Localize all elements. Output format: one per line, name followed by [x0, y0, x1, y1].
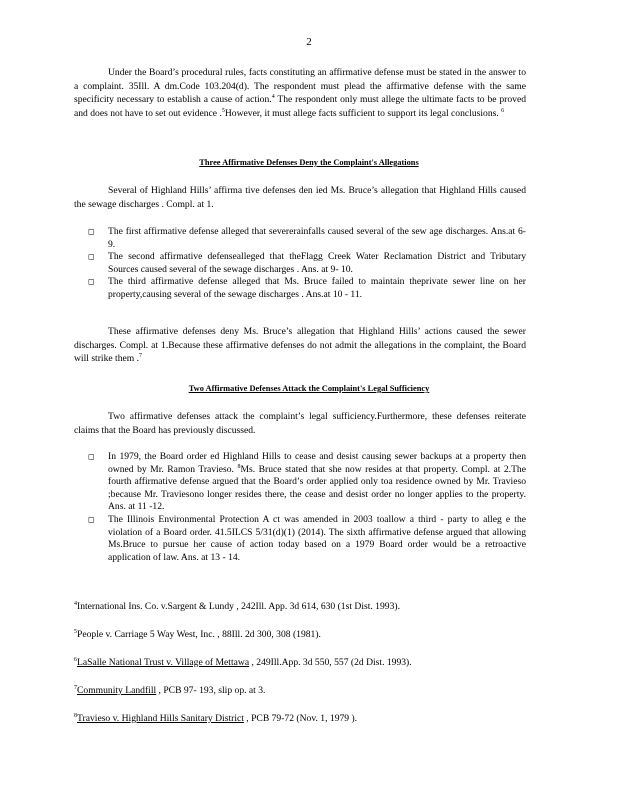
paragraph-procedural-rules — [74, 66, 526, 120]
list-item — [86, 276, 526, 301]
paragraph-text: The respondent only must allege the ultimate facts to be proved and does not have to set out evidence . — [74, 94, 526, 119]
footnote-case-name: LaSalle National Trust v. Village of Mettawa — [77, 657, 250, 668]
footnote-number: 6 — [74, 656, 77, 663]
section-heading-attack: Two Affirmative Defenses Attack the Complaint's Legal Sufficiency — [188, 384, 430, 393]
footnote-8 — [74, 713, 534, 724]
bullet-icon: ◻ — [88, 227, 95, 236]
footnote-number: 8 — [74, 712, 77, 719]
footnote-text: , PCB 79-72 (Nov. 1, 1979 ). — [243, 713, 358, 724]
paragraph-attack-sufficiency: Two affirmative defenses attack the complaint’s legal sufficiency.Furthermore, these defenses reiterate claims that the Board has previously discussed. — [74, 411, 526, 436]
footnote-4 — [74, 601, 534, 612]
list-item-text: Ms. Bruce stated that she now resides at that property. Compl. at 2.The fourth affirmative defense argued that the Board’s order applied only toa residence owned by Mr. Travieso ;because Mr. Traviesono longer resides there, the cease and desist order no longer applies to the property. Ans. at 11 -12. — [108, 463, 526, 513]
list-item-text: In 1979, the Board order ed Highland Hills to cease and desist causing sewer backups at a property then owned by Mr. Ramon Travieso. — [108, 451, 526, 475]
footnote-text: International Ins. Co. v.Sargent & Lundy , 242Ill. App. 3d 614, 630 (1st Dist. 1993). — [77, 601, 400, 612]
footnote-text: , PCB 97- 193, slip op. at 3. — [156, 685, 266, 696]
bullet-icon: ◻ — [88, 252, 95, 262]
deny-defenses-list — [86, 226, 526, 302]
footnote-7 — [74, 685, 534, 696]
footnote-number: 4 — [74, 600, 77, 607]
footnote-number: 5 — [74, 628, 77, 635]
footnote-text: People v. Carriage 5 Way West, Inc. , 88Ill. 2d 300, 308 (1981). — [77, 629, 321, 640]
footnote-ref-5: 5 — [221, 107, 225, 114]
footnote-number: 7 — [74, 684, 77, 691]
list-item — [86, 514, 526, 564]
page-number: 2 — [306, 36, 312, 48]
attack-defenses-list — [86, 451, 526, 564]
list-item — [86, 451, 526, 514]
paragraph-text: These affirmative defenses deny Ms. Bruce’s allegation that Highland Hills’ actions caused the sewer discharges. Compl. at 1.Because these affirmative defenses do not admit the allegations in the complaint, the Board will strike them . — [74, 326, 526, 365]
footnote-ref-6: 6 — [501, 107, 505, 114]
list-item — [86, 226, 526, 251]
bullet-icon: ◻ — [88, 514, 95, 524]
list-item — [86, 251, 526, 276]
footnote-5 — [74, 629, 534, 640]
list-item-text: The third affirmative defense alleged that Ms. Bruce failed to maintain theprivate sewer line on her property,causing several of the sewage discharges . Ans.at 10 - 11. — [108, 276, 526, 300]
footnote-ref-7: 7 — [139, 353, 143, 359]
paragraph-several-defenses: Several of Highland Hills’ affirma tive defenses den ied Ms. Bruce’s allegation that Highland Hills caused the sewage discharges . Compl. at 1. — [74, 185, 526, 210]
paragraph-strike-defenses — [74, 325, 526, 366]
footnote-ref-8: 8 — [237, 463, 241, 470]
paragraph-text: Under the Board’s procedural rules, facts constituting an affirmative defense must be stated in the answer to a complaint. 35Ill. A dm.Code 103.204(d). The respondent must plead the affirmative defense with the same specificity necessary to establish a cause of action. — [74, 67, 526, 106]
footnote-case-name: Community Landfill — [77, 685, 157, 696]
bullet-icon: ◻ — [88, 452, 95, 461]
list-item-text: The first affirmative defense alleged that severerainfalls caused several of the sew age discharges. Ans.at 6- 9. — [108, 226, 526, 250]
footnote-6 — [74, 657, 534, 668]
list-item-text: The second affirmative defensealleged that theFlagg Creek Water Reclamation District and Tributary Sources caused several of the sewage discharges . Ans. at 9- 10. — [108, 251, 526, 275]
bullet-icon: ◻ — [88, 277, 95, 287]
footnote-ref-4: 4 — [271, 94, 275, 100]
list-item-text: The Illinois Environmental Protection A ct was amended in 2003 toallow a third - party to alleg e the violation of a Board order. 41.5ILCS 5/31(d)(1) (2014). The sixth affirmative defense argued that allowing Ms.Bruce to pursue her cause of action today based on a 1979 Board order would be a retroactive application of law. Ans. at 13 - 14. — [108, 513, 526, 563]
footnote-text: , 249Ill.App. 3d 550, 557 (2d Dist. 1993). — [249, 657, 412, 668]
paragraph-text: However, it must allege facts sufficient to support its legal conclusions. — [224, 107, 499, 119]
section-heading-deny: Three Affirmative Defenses Deny the Complaint's Allegations — [199, 158, 419, 167]
footnote-case-name: Travieso v. Highland Hills Sanitary District — [77, 713, 244, 724]
